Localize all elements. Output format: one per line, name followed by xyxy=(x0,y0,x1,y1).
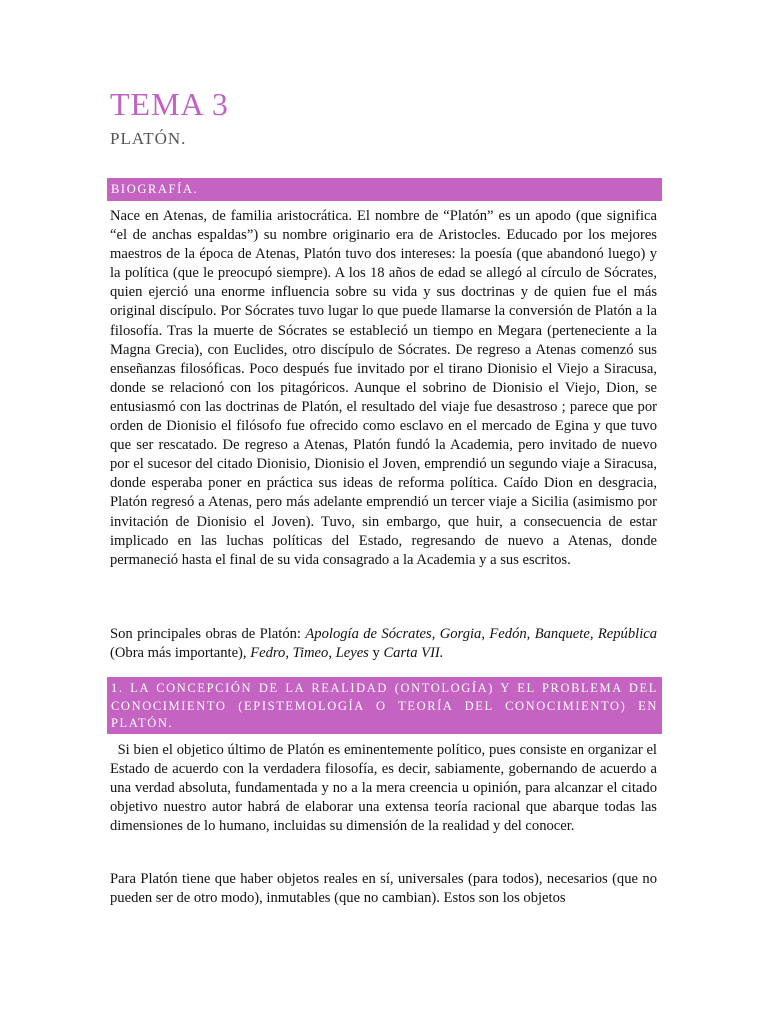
separator: , xyxy=(285,645,293,662)
work-title: Fedro xyxy=(250,645,286,662)
section2-paragraph-1: Si bien el objetico último de Platón es eminentemente político, pues consiste en organizar el Estado de acuerdo con la verdadera filosofía, es decir, sabiamente, gobernando de acuerdo a una verdad absoluta, fundamentada y no a la mera creencia u opinión, para alcanzar el citado objetivo nuestro autor habrá de elaborar una extensa teoría racional que abarque todas las dimensiones de lo humano, incluidas su dimensión de la realidad y del conocer. xyxy=(110,742,657,835)
works-paragraph xyxy=(110,625,657,663)
section-heading-concepcion: 1. LA CONCEPCIÓN DE LA REALIDAD (ONTOLOGÍA) Y EL PROBLEMA DEL CONOCIMIENTO (EPISTEMOLOGÍA O TEORÍA DEL CONOCIMIENTO) EN PLATÓN. xyxy=(107,677,662,734)
separator: , xyxy=(526,626,535,642)
separator: , xyxy=(431,626,440,642)
separator: , xyxy=(481,626,490,642)
work-title: Timeo xyxy=(292,645,329,662)
separator: , xyxy=(328,645,336,662)
work-title: República xyxy=(597,626,658,642)
work-title: Fedón xyxy=(489,626,527,642)
work-title: Gorgia xyxy=(439,626,482,642)
separator: , xyxy=(589,626,598,642)
work-title: Apología de Sócrates xyxy=(305,626,432,642)
works-note: (Obra más importante), xyxy=(110,645,251,662)
document-subtitle: PLATÓN. xyxy=(110,129,187,148)
work-title: Carta VII. xyxy=(383,645,444,662)
conjunction: y xyxy=(368,645,384,662)
document-title: TEMA 3 xyxy=(110,86,229,122)
biography-paragraph: Nace en Atenas, de familia aristocrática. El nombre de “Platón” es un apodo (que significa “el de anchas espaldas”) su nombre originario era de Aristocles. Educado por los mejores maestros de la época de Atenas, Platón tuvo dos intereses: la poesía (que abandonó luego) y la política (que le preocupó siempre). A los 18 años de edad se allegó al círculo de Sócrates, quien ejerció una enorme influencia sobre su vida y sus doctrinas y de quien fue el más original discípulo. Por Sócrates tuvo lugar lo que puede llamarse la conversión de Platón a la filosofía. Tras la muerte de Sócrates se estableció un tiempo en Megara (perteneciente a la Magna Grecia), con Euclides, otro discípulo de Sócrates. De regreso a Atenas comenzó sus enseñanzas filosóficas. Poco después fue invitado por el tirano Dionisio el Viejo a Siracusa, donde se relacionó con los pitagóricos. Aunque el sobrino de Dionisio el Viejo, Dion, se entusiasmó con las doctrinas de Platón, el resultado del viaje fue desastroso ; parece que por orden de Dionisio el filósofo fue ofrecido como esclavo en el mercado de Egina y que tuvo que ser rescatado. De regreso a Atenas, Platón fundó la Academia, pero invitado de nuevo por el sucesor del citado Dionisio, Dionisio el Joven, emprendió un segundo viaje a Siracusa, donde esperaba poner en práctica sus ideas de reforma política. Caído Dion en desgracia, Platón regresó a Atenas, pero más adelante emprendió un tercer viaje a Sicilia (asimismo por invitación de Dionisio el Joven). Tuvo, sin embargo, que huir, a consecuencia de estar implicado en las luchas políticas del Estado, regresando de nuevo a Atenas, donde permaneció hasta el final de su vida consagrado a la Academia y a sus escritos. xyxy=(110,208,657,568)
work-title: Banquete xyxy=(534,626,590,642)
section2-paragraph-2: Para Platón tiene que haber objetos reales en sí, universales (para todos), necesarios (que no pueden ser de otro modo), inmutables (que no cambian). Estos son los objetos xyxy=(110,871,657,907)
works-intro: Son principales obras de Platón: xyxy=(110,626,306,642)
work-title: Leyes xyxy=(335,645,369,662)
section-heading-biografia: BIOGRAFÍA. xyxy=(107,178,662,201)
